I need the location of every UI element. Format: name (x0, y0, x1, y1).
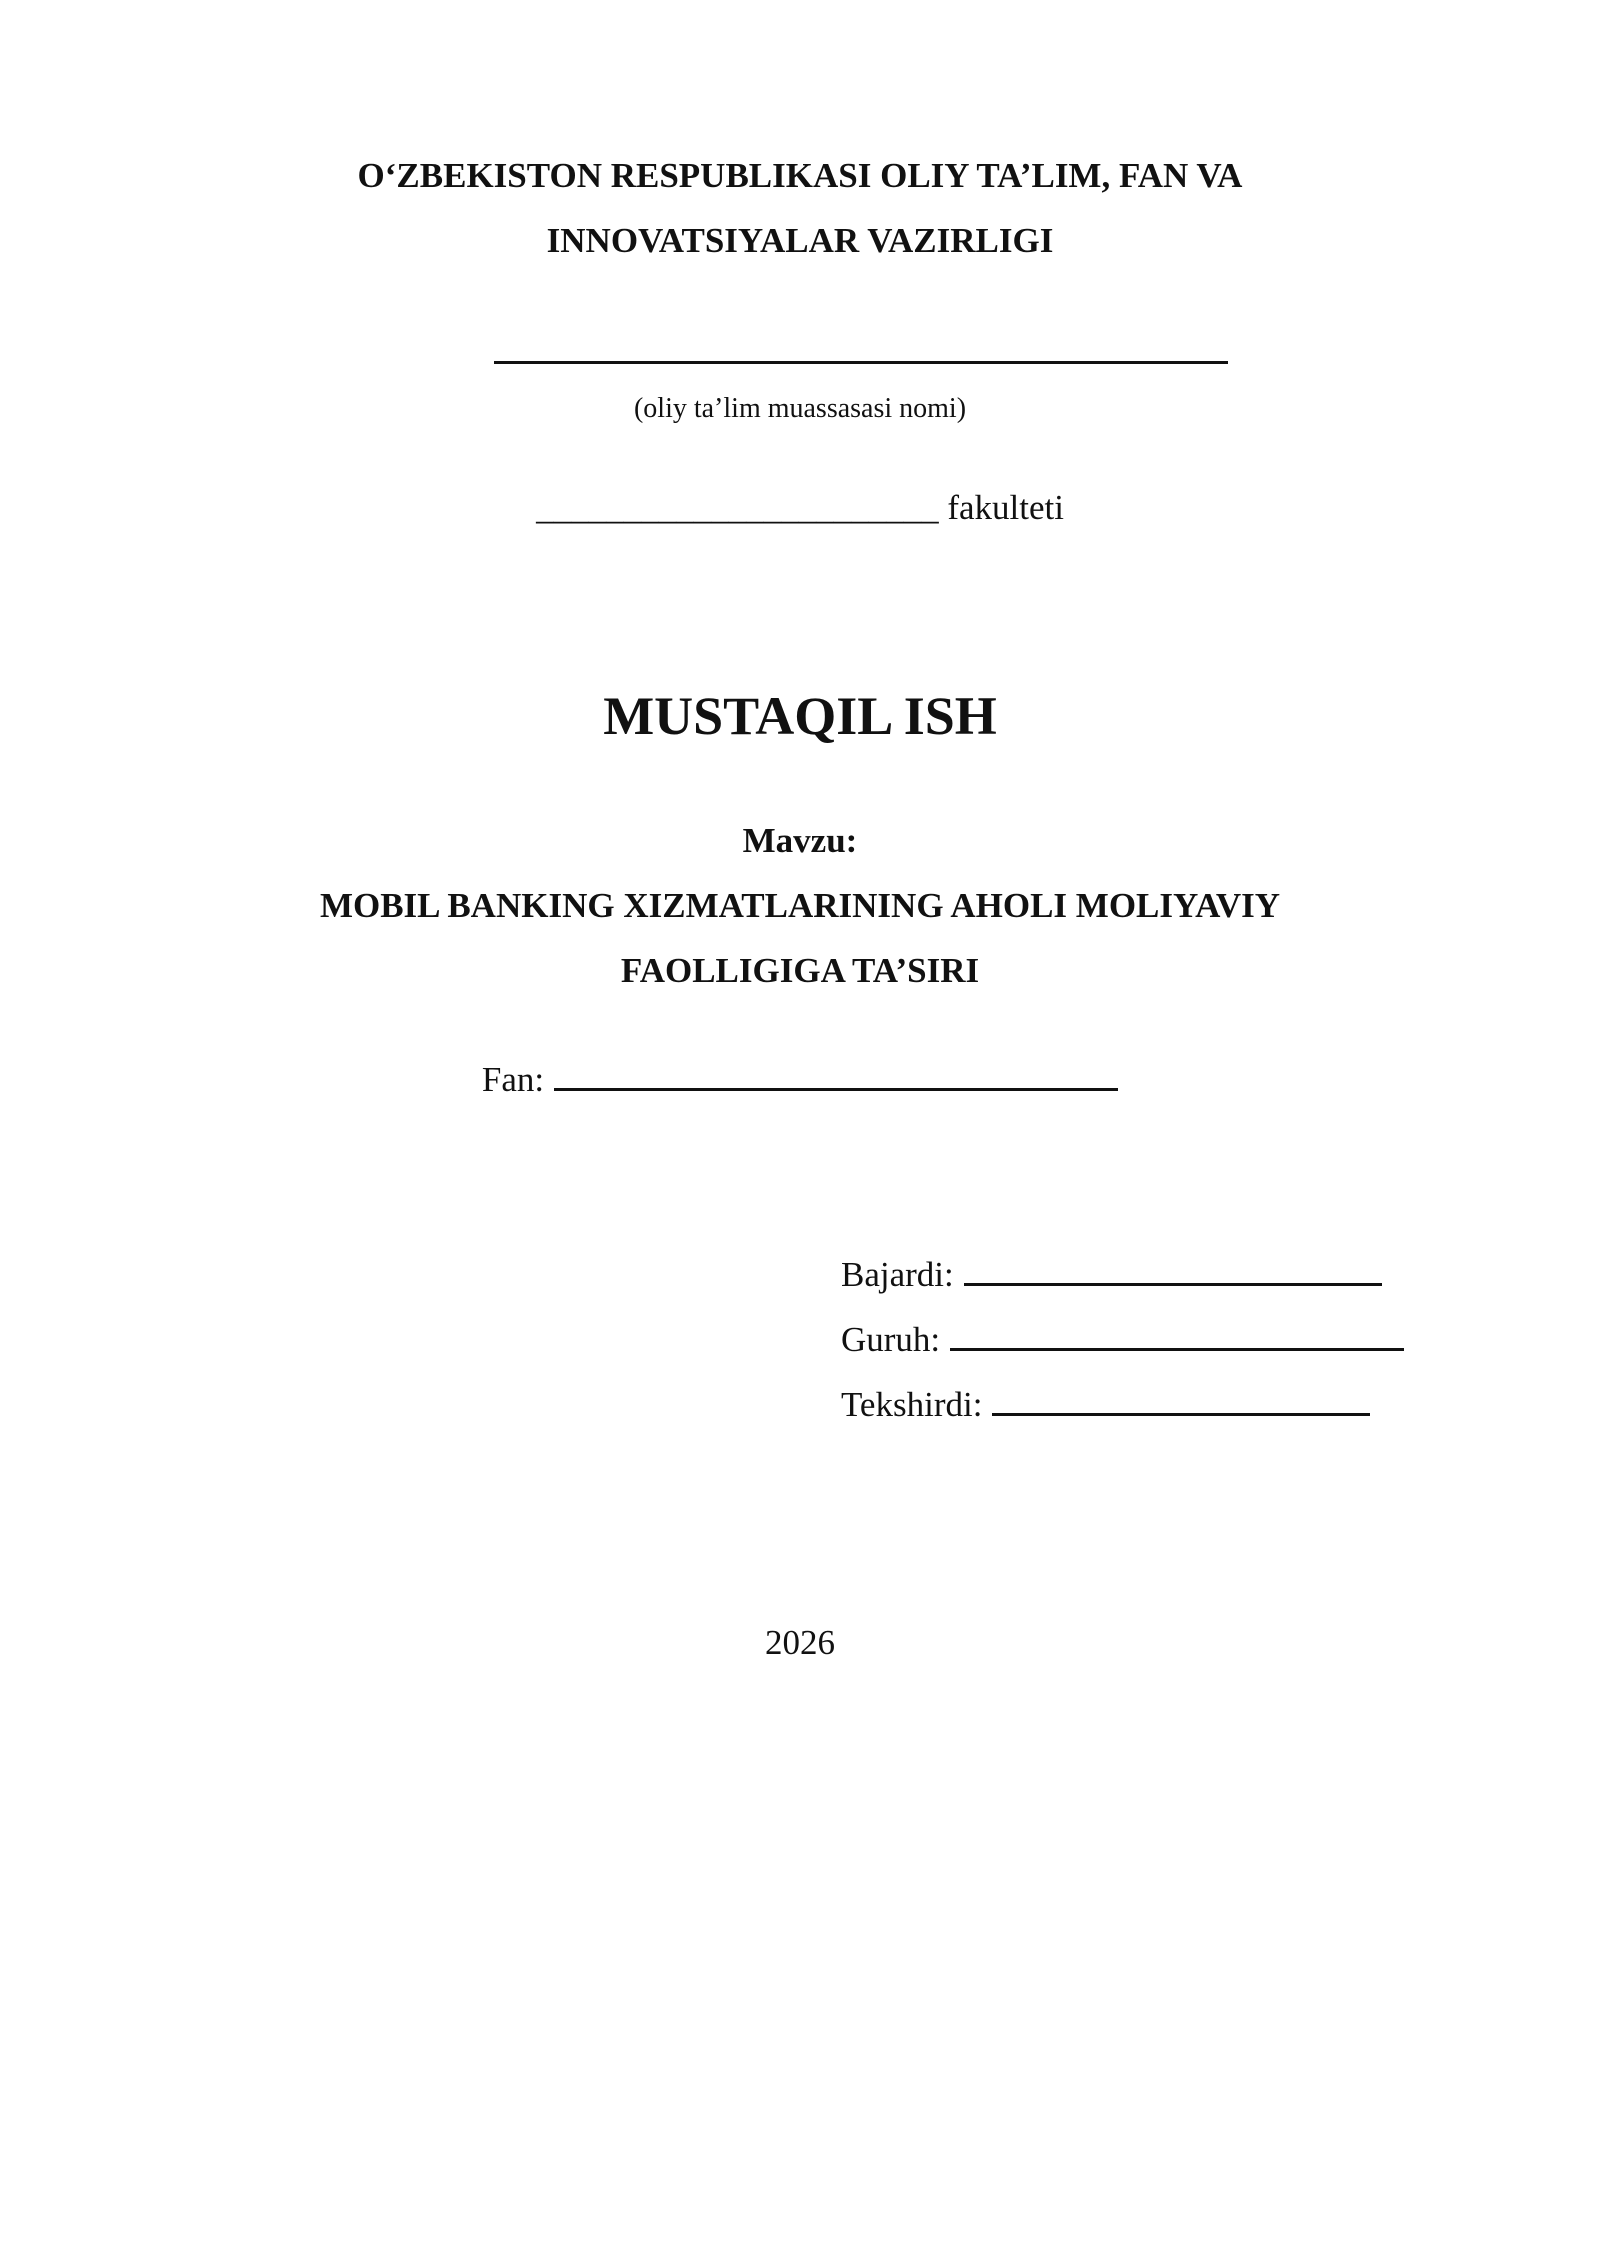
faculty-label: fakulteti (947, 488, 1064, 527)
faculty-blank: _______________________ (536, 488, 939, 527)
institution-name-blank (494, 361, 1228, 364)
checked-by-blank (992, 1412, 1370, 1416)
faculty-line (0, 490, 1600, 525)
checked-by-label: Tekshirdi: (841, 1385, 983, 1424)
topic-line-2: FAOLLIGIGA TA’SIRI (620, 951, 980, 990)
group-line (841, 1322, 1404, 1357)
ministry-line-1: O‘ZBEKISTON RESPUBLIKASI OLIY TA’LIM, FAN VA (357, 156, 1243, 195)
year: 2026 (765, 1623, 835, 1662)
subject-label: Fan: (481, 1060, 545, 1099)
subject-line (0, 1062, 1600, 1097)
subject-blank (554, 1087, 1118, 1091)
performed-by-label: Bajardi: (841, 1255, 954, 1294)
performed-by-line (841, 1257, 1382, 1292)
topic-line-1: MOBIL BANKING XIZMATLARINING AHOLI MOLIYAVIY (319, 886, 1281, 925)
ministry-line-2: INNOVATSIYALAR VAZIRLIGI (546, 221, 1054, 260)
institution-caption: (oliy ta’lim muassasasi nomi) (633, 393, 967, 424)
group-blank (950, 1347, 1404, 1351)
document-title: MUSTAQIL ISH (603, 686, 997, 746)
performed-by-blank (964, 1282, 1382, 1286)
group-label: Guruh: (841, 1320, 941, 1359)
checked-by-line (841, 1387, 1370, 1422)
topic-label: Mavzu: (742, 821, 858, 860)
